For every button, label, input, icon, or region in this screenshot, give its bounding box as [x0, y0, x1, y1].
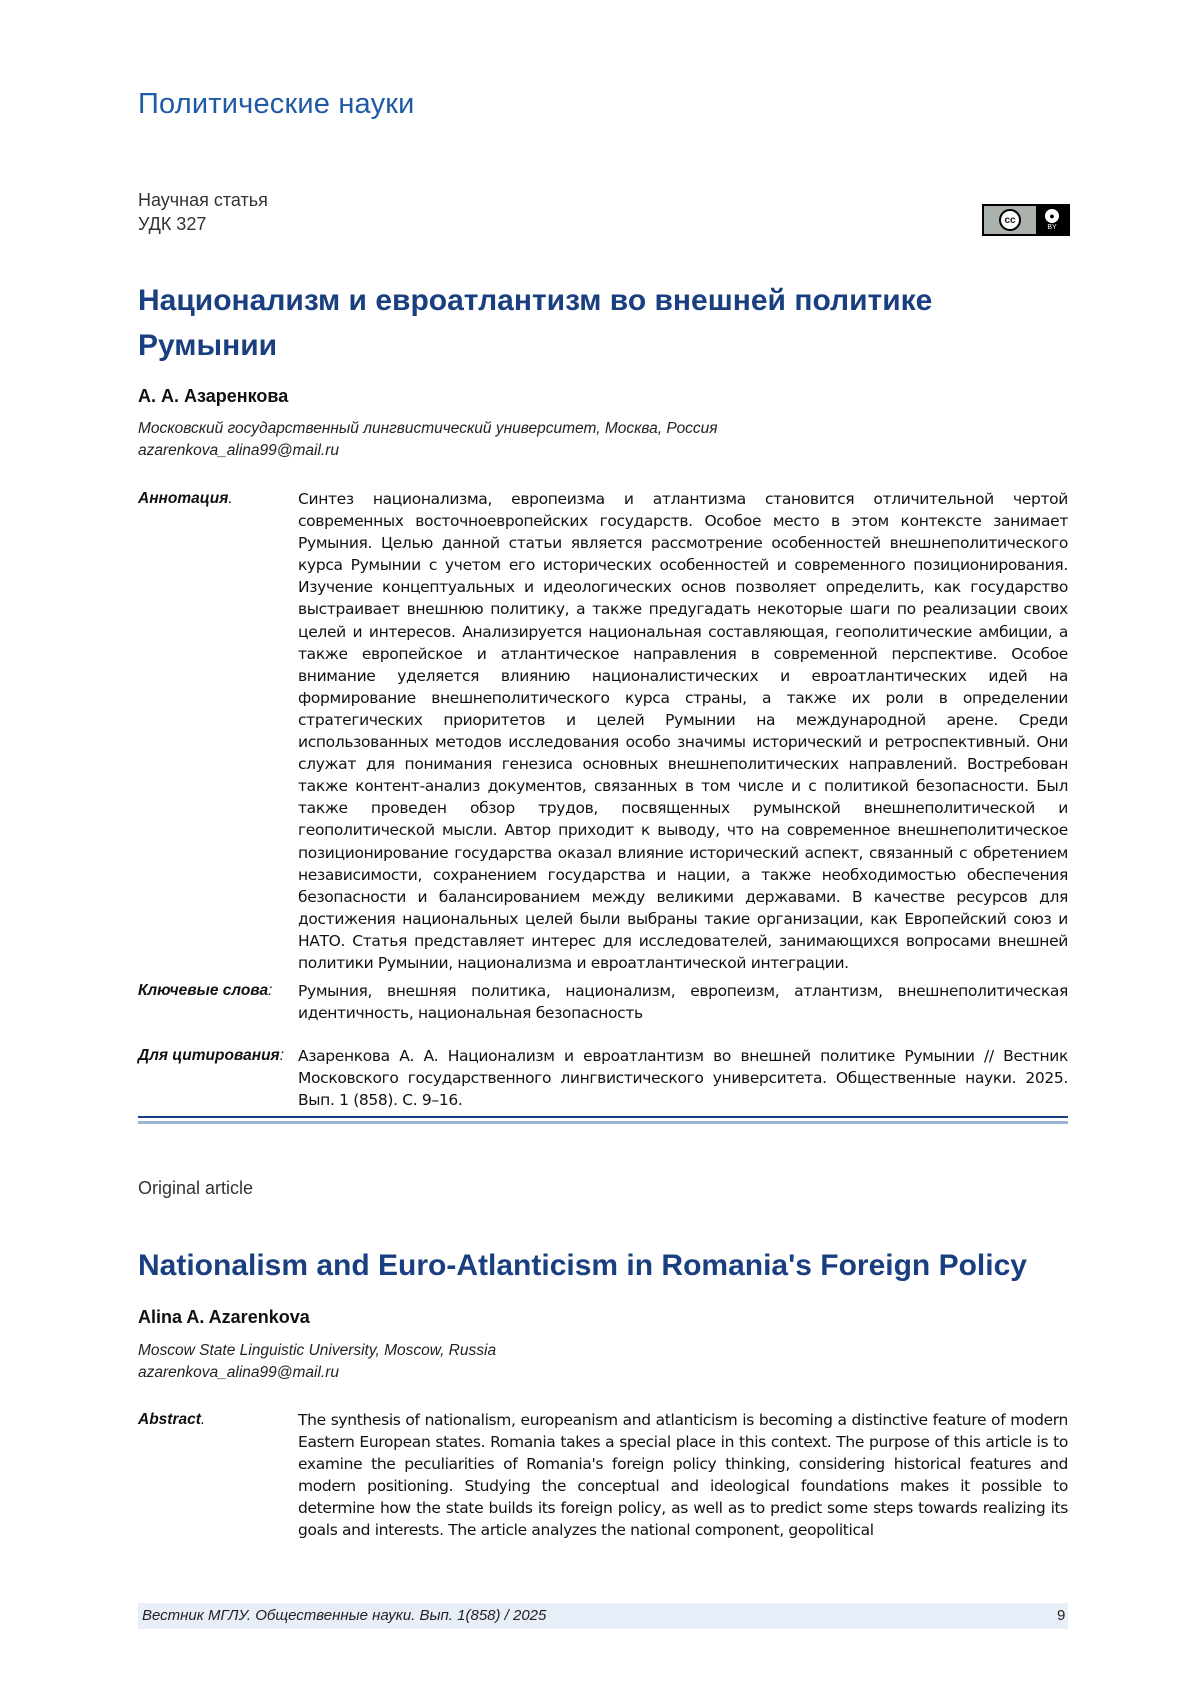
abstract-label-en: Abstract.	[138, 1409, 288, 1431]
abstract-label-ru: Аннотация.	[138, 488, 288, 510]
affiliation-ru: Московский государственный лингвистический университет, Москва, Россия	[138, 418, 718, 440]
cc-by-license-badge[interactable]	[982, 204, 1070, 236]
article-type: Научная статья	[138, 190, 268, 211]
by-icon: ● BY	[1036, 206, 1068, 234]
email-ru[interactable]: azarenkova_alina99@mail.ru	[138, 440, 339, 462]
article-title-ru: Национализм и евроатлантизм во внешней политике Румынии	[138, 278, 1068, 368]
section-heading: Политические науки	[138, 88, 415, 121]
keywords-ru: Румыния, внешняя политика, национализм, европеизм, атлантизм, внешнеполитическая идентичность, национальная безопасность	[298, 980, 1068, 1024]
author-ru: А. А. Азаренкова	[138, 386, 288, 407]
affiliation-en: Moscow State Linguistic University, Moscow, Russia	[138, 1340, 496, 1362]
person-icon: ●	[1045, 209, 1059, 223]
divider-rule-light	[138, 1121, 1068, 1124]
keywords-label-ru: Ключевые слова:	[138, 980, 288, 1002]
abstract-en: The synthesis of nationalism, europeanism and atlanticism is becoming a distinctive feature of modern Eastern European states. Romania takes a special place in this context. The purpose of this article is to examine the peculiarities of Romania's foreign policy thinking, considering historical features and modern positioning. Studying the conceptual and ideological foundations makes it possible to determine how the state builds its foreign policy, as well as to predict some steps towards realizing its goals and interests. The article analyzes the national component, geopolitical	[298, 1409, 1068, 1542]
udc-code: УДК 327	[138, 214, 206, 235]
article-title-en: Nationalism and Euro-Atlanticism in Romania's Foreign Policy	[138, 1243, 1068, 1288]
author-en: Alina A. Azarenkova	[138, 1307, 310, 1328]
citation-label-ru: Для цитирования:	[138, 1045, 288, 1067]
divider-rule	[138, 1116, 1068, 1118]
abstract-ru: Синтез национализма, европеизма и атлантизма становится отличительной чертой современных восточноевропейских государств. Особое место в этом контексте занимает Румыния. Целью данной статьи является рассмотрение особенностей внешнеполитического курса Румынии с учетом его исторических особенностей и современного позиционирования. Изучение концептуальных и идеологических основ позволяет определить, как государство выстраивает внешнюю политику, а также предугадать некоторые шаги по реализации своих целей и интересов. Анализируется национальная составляющая, геополитические амбиции, а также европейское и атлантическое направления в современной перспективе. Особое внимание уделяется влиянию националистических и евроатлантических идей на формирование внешнеполитического курса страны, а также их роли в определении стратегических приоритетов и целей Румынии на международной арене. Среди использованных методов исследования особо значимы исторический и ретроспективный. Они служат для понимания генезиса основных внешнеполитических направлений. Востребован также контент-анализ документов, связанных в том числе и с политикой безопасности. Был также проведен обзор трудов, посвященных румынской внешнеполитической и геополитической мысли. Автор приходит к выводу, что на современное внешнеполитическое позиционирование государства оказал влияние исторический аспект, связанный с обретением независимости, сохранением государства и нации, а также необходимостью обеспечения безопасности и балансированием между великими державами. В качестве ресурсов для достижения национальных целей были выбраны такие организации, как Европейский союз и НАТО. Статья представляет интерес для исследователей, занимающихся вопросами внешней политики Румынии, национализма и евроатлантической интеграции.	[298, 488, 1068, 974]
citation-ru: Азаренкова А. А. Национализм и евроатлантизм во внешней политике Румынии // Вестник Московского государственного лингвистического университета. Общественные науки. 2025. Вып. 1 (858). С. 9–16.	[298, 1045, 1068, 1111]
page-number: 9	[1057, 1607, 1065, 1624]
email-en[interactable]: azarenkova_alina99@mail.ru	[138, 1362, 339, 1384]
cc-icon: cc	[984, 206, 1036, 234]
article-type-en: Original article	[138, 1178, 253, 1199]
footer-journal: Вестник МГЛУ. Общественные науки. Вып. 1(858) / 2025	[142, 1607, 546, 1624]
